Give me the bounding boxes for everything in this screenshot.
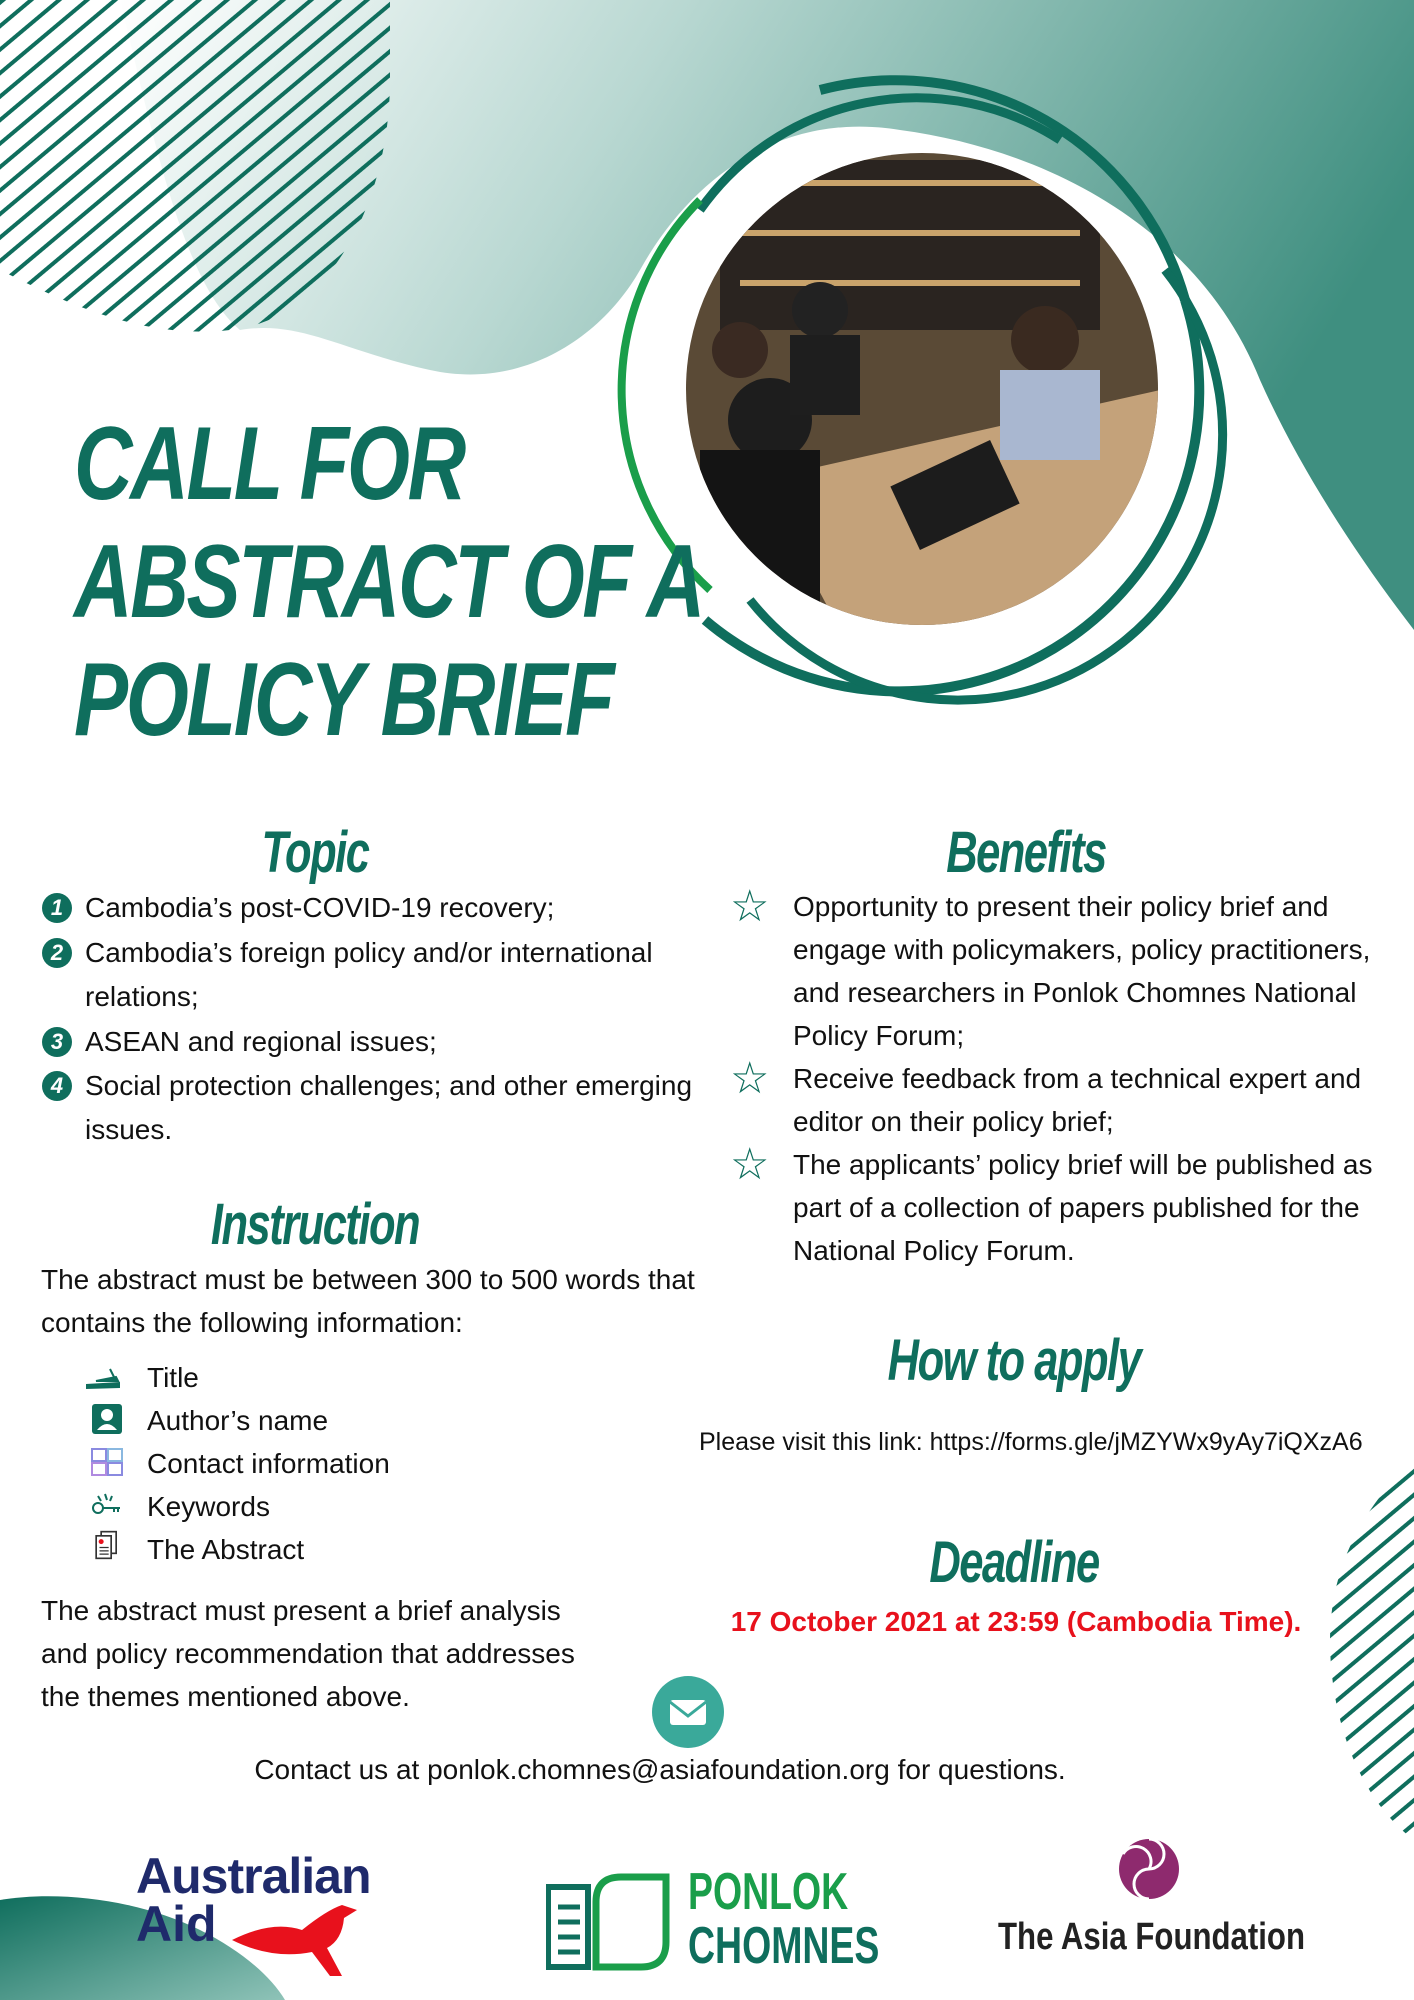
asia-foundation-logo-text: The Asia Foundation	[998, 1916, 1305, 1958]
logo-text: PONLOK	[688, 1863, 849, 1921]
ponlok-chomnes-logo	[546, 1863, 880, 1975]
apply-link[interactable]: Please visit this link: https://forms.gle/jMZYWx9yAy7iQXzA6	[699, 1428, 1363, 1456]
asia-foundation-emblem	[1118, 1838, 1180, 1900]
instruction-item: Contact information	[147, 1448, 390, 1479]
benefit-line: The applicants’ policy brief will be published as	[793, 1149, 1373, 1180]
number-3-icon: 3	[42, 1027, 72, 1057]
title-line-2: ABSTRACT OF A	[74, 524, 703, 640]
title-line-1: CALL FOR	[74, 406, 464, 522]
topic-item: Social protection challenges; and other emerging	[85, 1070, 693, 1101]
number-2-icon: 2	[42, 938, 72, 968]
instruction-intro: contains the following information:	[41, 1307, 463, 1338]
instruction-item: The Abstract	[147, 1534, 305, 1565]
how-to-apply-heading: How to apply	[887, 1328, 1141, 1393]
contact-line	[254, 1748, 1065, 1792]
contact-email-link[interactable]: ponlok.chomnes@asiafoundation.org	[427, 1754, 890, 1785]
logo-text: Aid	[136, 1896, 217, 1952]
instruction-outro: and policy recommendation that addresses	[41, 1638, 575, 1669]
topic-item: ASEAN and regional issues;	[85, 1026, 437, 1057]
benefit-line: part of a collection of papers published for the	[793, 1192, 1360, 1223]
title-line-3: POLICY BRIEF	[74, 642, 613, 758]
instruction-item: Title	[147, 1362, 199, 1393]
star-icon: ☆	[730, 1054, 770, 1103]
benefit-line: and researchers in Ponlok Chomnes National	[793, 977, 1357, 1008]
deadline-date: 17 October 2021 at 23:59 (Cambodia Time).	[730, 1606, 1302, 1637]
benefit-line: Policy Forum;	[793, 1020, 965, 1051]
ponlok-book-icon	[546, 1872, 676, 1972]
topic-item: Cambodia’s post-COVID-19 recovery;	[85, 892, 555, 923]
benefit-line: Receive feedback from a technical expert and	[793, 1063, 1362, 1094]
logo-text: CHOMNES	[688, 1917, 880, 1975]
benefits-heading: Benefits	[946, 820, 1106, 885]
benefit-line: engage with policymakers, policy practitioners,	[793, 934, 1371, 965]
topic-item-cont: relations;	[85, 981, 199, 1012]
number-1-icon: 1	[42, 893, 72, 923]
contact-prefix: Contact us at	[254, 1754, 428, 1785]
topic-item-cont: issues.	[85, 1114, 173, 1145]
topic-heading: Topic	[261, 820, 369, 885]
benefit-line: National Policy Forum.	[793, 1235, 1075, 1266]
pen-icon	[86, 1361, 120, 1391]
contact-card-icon	[90, 1447, 124, 1477]
star-icon: ☆	[730, 882, 770, 931]
document-icon	[90, 1530, 124, 1560]
contact-suffix: for questions.	[889, 1754, 1066, 1785]
meeting-photo	[680, 150, 1170, 630]
email-icon	[652, 1676, 724, 1748]
benefit-line: Opportunity to present their policy brief and	[793, 891, 1329, 922]
number-4-icon: 4	[42, 1071, 72, 1101]
australian-aid-logo	[136, 1848, 371, 1952]
logo-text: Australian	[136, 1848, 371, 1904]
instruction-item: Keywords	[147, 1491, 270, 1522]
key-icon	[88, 1490, 122, 1520]
person-icon	[90, 1404, 124, 1434]
instruction-outro: The abstract must present a brief analysis	[41, 1595, 561, 1626]
topic-item: Cambodia’s foreign policy and/or international	[85, 937, 653, 968]
instruction-outro: the themes mentioned above.	[41, 1681, 410, 1712]
instruction-intro: The abstract must be between 300 to 500 words that	[41, 1264, 695, 1295]
deadline-heading: Deadline	[929, 1530, 1099, 1595]
instruction-item: Author’s name	[147, 1405, 329, 1436]
benefit-line: editor on their policy brief;	[793, 1106, 1114, 1137]
instruction-heading: Instruction	[210, 1192, 420, 1257]
kangaroo-icon	[232, 1900, 362, 1980]
star-icon: ☆	[730, 1140, 770, 1189]
